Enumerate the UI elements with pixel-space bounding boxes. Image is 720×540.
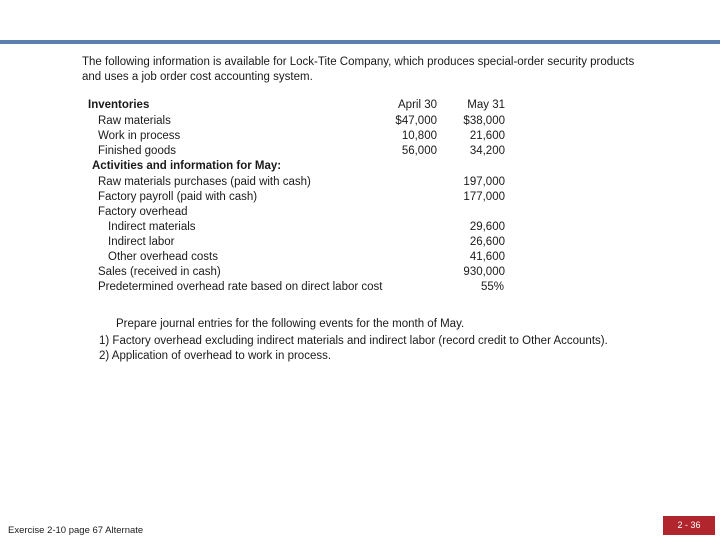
row-value: 55%: [480, 281, 504, 293]
table-row: [0, 205, 720, 220]
row-label: Sales (received in cash): [98, 266, 221, 278]
row-value-may: 34,200: [469, 145, 505, 157]
table-row: [0, 190, 720, 205]
row-label: Finished goods: [98, 145, 176, 157]
col-may-31: May 31: [467, 99, 505, 111]
footer-caption: Exercise 2-10 page 67 Alternate: [8, 525, 144, 536]
table-row: [0, 114, 720, 129]
instruction-item-2: 2) Application of overhead to work in process.: [99, 350, 332, 362]
activities-heading: Activities and information for May:: [92, 160, 282, 172]
row-label: Predetermined overhead rate based on direct labor cost: [98, 281, 383, 293]
col-april-30: April 30: [398, 99, 437, 111]
header-rule: [0, 40, 720, 44]
row-value: 197,000: [463, 176, 505, 188]
inventories-heading: Inventories: [88, 99, 150, 111]
table-row: [0, 144, 720, 159]
row-label: Work in process: [98, 130, 181, 142]
row-value-april: 56,000: [401, 145, 437, 157]
row-label: Factory payroll (paid with cash): [98, 191, 258, 203]
row-value: 177,000: [463, 191, 505, 203]
table-row: [0, 175, 720, 190]
row-value-may: $38,000: [463, 115, 505, 127]
table-row: [0, 235, 720, 250]
table-row: [0, 265, 720, 280]
instruction-item-1: 1) Factory overhead excluding indirect materials and indirect labor (record credit to Other Accounts).: [99, 335, 608, 347]
row-value-may: 21,600: [469, 130, 505, 142]
row-label: Factory overhead: [98, 206, 188, 218]
row-label: Raw materials: [98, 115, 171, 127]
table-row: [0, 129, 720, 144]
row-label: Other overhead costs: [108, 251, 218, 263]
row-value-april: 10,800: [401, 130, 437, 142]
row-label: Indirect labor: [108, 236, 175, 248]
intro-text: The following information is available for Lock-Tite Company, which produces special-order security products and uses a job order cost accounting system.: [82, 56, 635, 83]
inventories-header-row: [0, 98, 720, 113]
activities-header-row: [0, 159, 720, 174]
row-value: 29,600: [469, 221, 505, 233]
row-value: 930,000: [463, 266, 505, 278]
table-row: [0, 250, 720, 265]
row-value: 41,600: [469, 251, 505, 263]
row-label: Raw materials purchases (paid with cash): [98, 176, 311, 188]
table-row: [0, 280, 720, 295]
table-row: [0, 220, 720, 235]
page-number-badge: 2 - 36: [663, 516, 715, 535]
row-value-april: $47,000: [395, 115, 437, 127]
row-value: 26,600: [469, 236, 505, 248]
instructions-lead: Prepare journal entries for the following events for the month of May.: [116, 318, 465, 330]
row-label: Indirect materials: [108, 221, 196, 233]
